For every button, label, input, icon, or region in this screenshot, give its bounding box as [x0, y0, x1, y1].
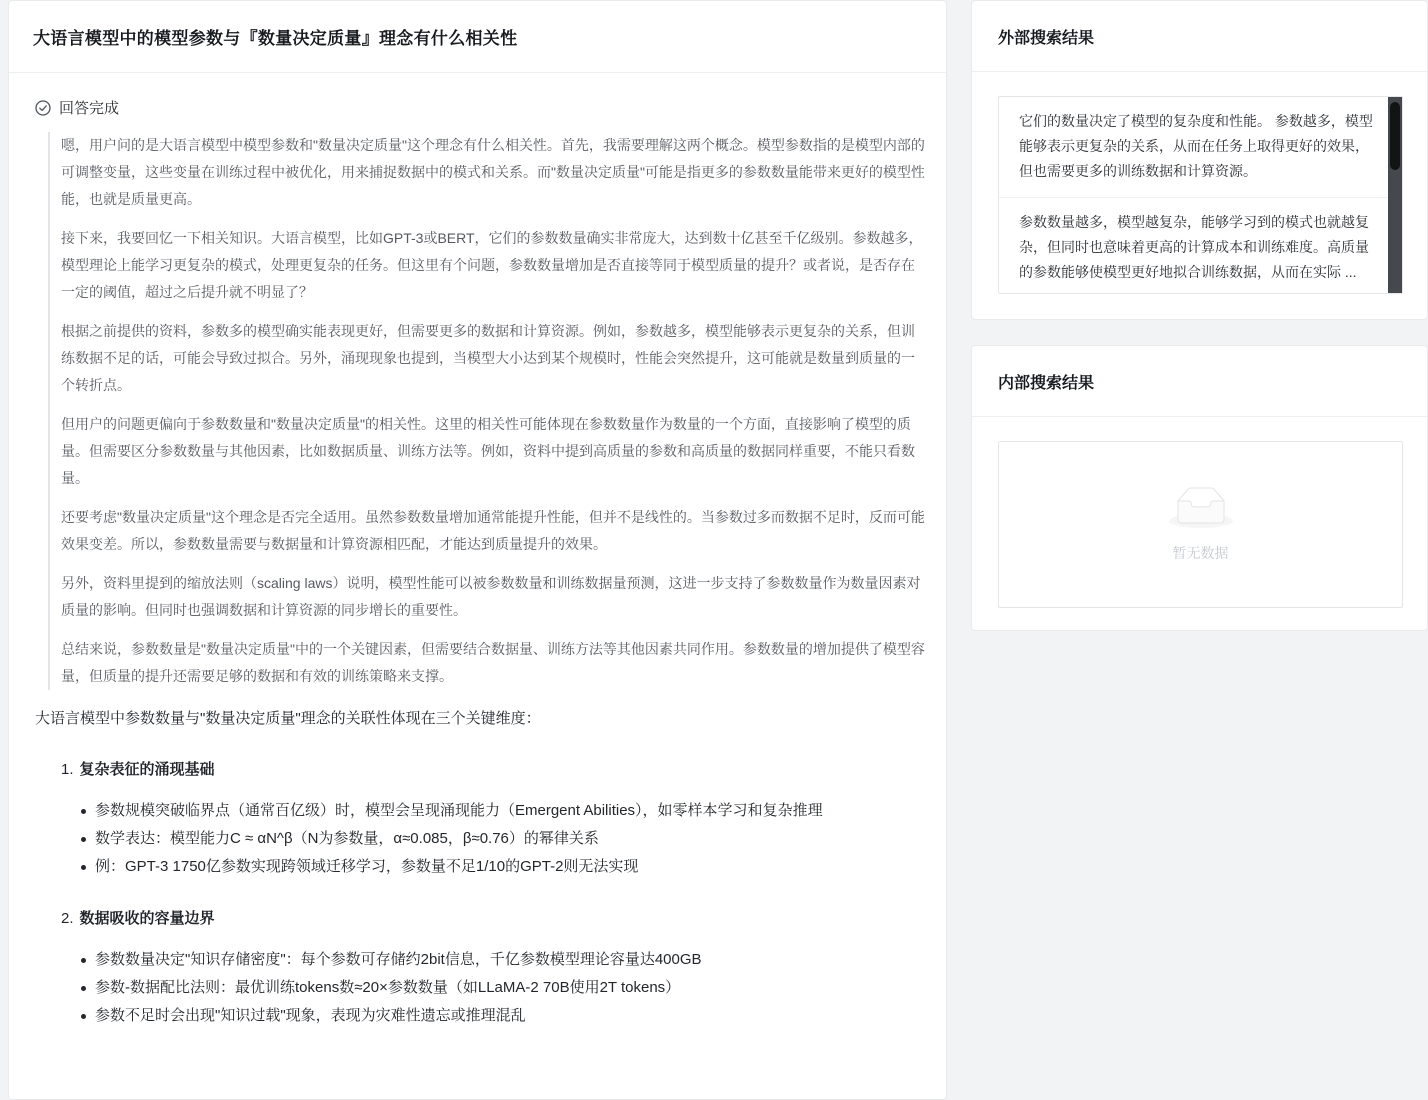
scrollbar-thumb[interactable]	[1390, 102, 1400, 170]
internal-search-panel	[971, 345, 1428, 631]
check-circle-icon	[35, 100, 51, 116]
question-title: 大语言模型中的模型参数与『数量决定质量』理念有什么相关性	[33, 29, 518, 48]
answer-section-heading-2	[61, 907, 928, 928]
external-results-list	[999, 97, 1402, 293]
thinking-paragraph: 嗯，用户问的是大语言模型中模型参数和"数量决定质量"这个理念有什么相关性。首先，我需要理解这两个概念。模型参数指的是模型内部的可调整变量，这些变量在训练过程中被优化，用来捕捉数据中的模式和关系。而"数量决定质量"可能是指更多的参数数量能带来更好的模型性能，也就是质量更高。	[61, 137, 925, 207]
external-result-item[interactable]: 它们的数量决定了模型的复杂度和性能。 参数越多，模型能够表示更复杂的关系，从而在任务上取得更好的效果，但也需要更多的训练数据和计算资源。	[1019, 113, 1373, 179]
section-title: 数据吸收的容量边界	[79, 910, 215, 927]
thinking-paragraph: 还要考虑"数量决定质量"这个理念是否完全适用。虽然参数数量增加通常能提升性能，但并不是线性的。当参数过多而数据不足时，反而可能效果变差。所以，参数数量需要与数据量和计算资源相匹配，才能达到质量提升的效果。	[61, 509, 925, 552]
section-number: 1.	[61, 761, 74, 778]
answer-intro: 大语言模型中参数数量与"数量决定质量"理念的关联性体现在三个关键维度：	[35, 710, 541, 727]
thinking-paragraph: 但用户的问题更偏向于参数数量和"数量决定质量"的相关性。这里的相关性可能体现在参数数量作为数量的一个方面，直接影响了模型的质量。但需要区分参数数量与其他因素，比如数据质量、训练方法等。例如，资料中提到高质量的参数和高质量的数据同样重要，不能只看数量。	[61, 416, 915, 486]
section-number: 2.	[61, 910, 74, 927]
section-title: 复杂表征的涌现基础	[79, 761, 215, 778]
bullet-item: 参数-数据配比法则：最优训练tokens数≈20×参数数量（如LLaMA-2 70B使用2T tokens）	[79, 974, 928, 1002]
status-label: 回答完成	[59, 100, 120, 117]
final-answer	[35, 706, 928, 1030]
external-search-title: 外部搜索结果	[998, 29, 1095, 47]
answer-bullet-list-2	[79, 946, 928, 1030]
empty-state	[998, 441, 1403, 608]
answer-bullet-list-1	[79, 797, 928, 881]
empty-state-label: 暂无数据	[1172, 544, 1229, 561]
answer-card	[8, 0, 947, 1100]
scrollbar-track[interactable]	[1388, 97, 1402, 293]
bullet-item: 参数不足时会出现"知识过载"现象，表现为灾难性遗忘或推理混乱	[79, 1002, 928, 1030]
question-title-bar	[9, 1, 946, 73]
thinking-blockquote	[48, 132, 928, 690]
thinking-paragraph: 接下来，我要回忆一下相关知识。大语言模型，比如GPT-3或BERT，它们的参数数量确实非常庞大，达到数十亿甚至千亿级别。参数越多，模型理论上能学习更复杂的模式，处理更复杂的任务。但这里有个问题，参数数量增加是否直接等同于模型质量的提升？或者说，是否存在一定的阈值，超过之后提升就不明显了？	[61, 230, 923, 300]
answer-status	[35, 97, 928, 118]
internal-search-header	[972, 346, 1427, 417]
bullet-item: 数学表达：模型能力C ≈ αN^β（N为参数量，α≈0.085，β≈0.76）的幂律关系	[79, 825, 928, 853]
bullet-item: 参数规模突破临界点（通常百亿级）时，模型会呈现涌现能力（Emergent Abilities），如零样本学习和复杂推理	[79, 797, 928, 825]
answer-content	[9, 73, 946, 1030]
internal-search-title: 内部搜索结果	[998, 374, 1095, 392]
answer-section-heading-1	[61, 758, 928, 779]
bullet-item: 参数数量决定"知识存储密度"：每个参数可存储约2bit信息，千亿参数模型理论容量达400GB	[79, 946, 928, 974]
external-search-panel	[971, 0, 1428, 320]
external-search-header	[972, 1, 1427, 72]
thinking-paragraph: 根据之前提供的资料，参数多的模型确实能表现更好，但需要更多的数据和计算资源。例如，参数越多，模型能够表示更复杂的关系，但训练数据不足的话，可能会导致过拟合。另外，涌现现象也提到，当模型大小达到某个规模时，性能会突然提升，这可能就是数量到质量的一个转折点。	[61, 323, 915, 393]
thinking-paragraph: 另外，资料里提到的缩放法则（scaling laws）说明，模型性能可以被参数数量和训练数据量预测，这进一步支持了参数数量作为数量因素对质量的影响。但同时也强调数据和计算资源的同步增长的重要性。	[61, 575, 921, 618]
thinking-paragraph: 总结来说，参数数量是"数量决定质量"中的一个关键因素，但需要结合数据量、训练方法等其他因素共同作用。参数数量的增加提供了模型容量，但质量的提升还需要足够的数据和有效的训练策略来支撑。	[61, 641, 925, 684]
external-results-scrollbox[interactable]	[998, 96, 1403, 294]
bullet-item: 例：GPT-3 1750亿参数实现跨领域迁移学习，参数量不足1/10的GPT-2则无法实现	[79, 853, 928, 881]
empty-box-icon	[1169, 487, 1233, 533]
external-result-item[interactable]: 参数数量越多，模型越复杂，能够学习到的模式也就越复杂，但同时也意味着更高的计算成本和训练难度。高质量的参数能够使模型更好地拟合训练数据，从而在实际 ...	[999, 197, 1388, 298]
